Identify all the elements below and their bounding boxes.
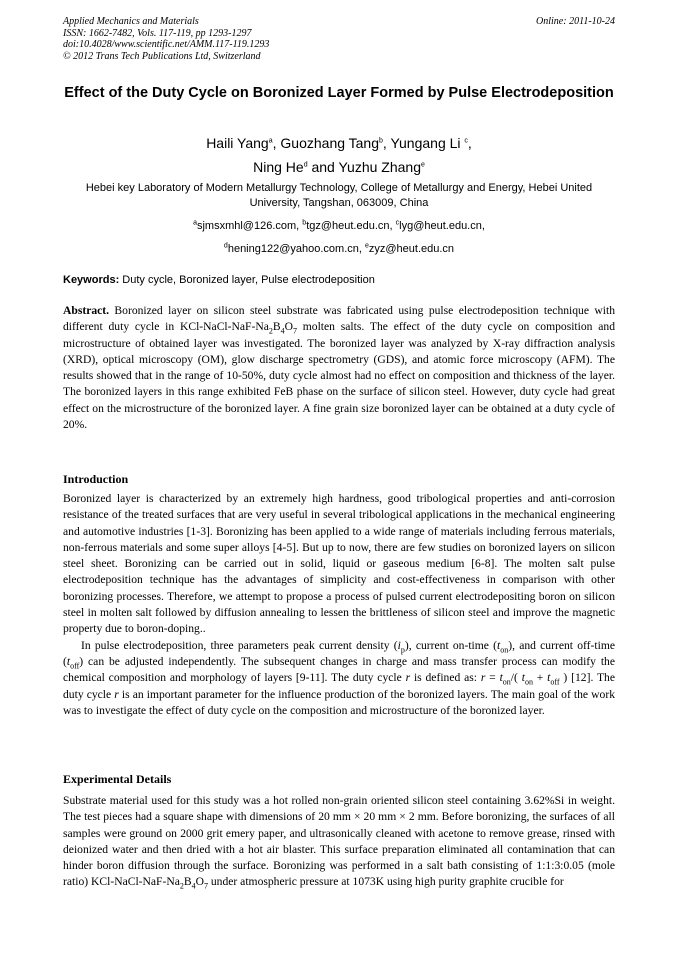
text-run: ), and current off-time ( — [63, 638, 615, 668]
abstract-text: Boronized layer on silicon steel substrate was fabricated using pulse electrodeposition technique with different duty cycle in KCl-NaCl-NaF-Na — [63, 304, 615, 334]
affiliation: Hebei key Laboratory of Modern Metallurgy Technology, College of Metallurgy and Energy, Hebei United University, Tangshan, 063009, China — [85, 182, 593, 209]
journal-header — [63, 16, 615, 62]
section-heading-introduction: Introduction — [63, 472, 129, 486]
math-var: i — [397, 638, 401, 652]
abstract-text: molten salts. The effect of the duty cycle on composition and microstructure of obtained layer was investigated. The boronized layer was analyzed by X-ray diffraction analysis (XRD), optical microscopy (OM), glow discharge spectrometry (GDS), and atomic force microscopy (AFM). The results showed that in the range of 10-50%, duty cycle almost had no effect on composition and thickness of the layer. The boronized layers in this range exhibited FeB phase on the surface of silicon steel. However, duty cycle had great effect on the microstructure of the boronized layer. A fine grain size boronized layer can be obtained at a duty cycle of 20%. — [63, 320, 616, 432]
online-date: Online: 2011-10-24 — [536, 16, 615, 27]
email-address[interactable]: tgz@heut.edu.cn, — [306, 220, 396, 232]
author-sup: a — [268, 137, 273, 145]
author-list — [63, 131, 615, 179]
email-sup: c — [395, 219, 400, 227]
subscript: on — [500, 644, 509, 654]
section-heading-experimental: Experimental Details — [63, 772, 172, 786]
email-address[interactable]: lyg@heut.edu.cn, — [399, 220, 485, 232]
subscript: 7 — [292, 326, 297, 336]
text-run: ) [12]. The duty cycle — [63, 671, 615, 701]
abstract-text: B — [272, 320, 281, 334]
keywords-text: Duty cycle, Boronized layer, Pulse electrodeposition — [119, 274, 375, 286]
paragraph — [63, 638, 615, 719]
email-sup: a — [193, 219, 197, 227]
author-sep: , — [467, 135, 472, 151]
subscript: 4 — [191, 881, 196, 891]
introduction-section — [63, 491, 615, 719]
author-name: Ning He — [253, 159, 304, 175]
subscript: 4 — [280, 326, 285, 336]
author-sup: e — [421, 161, 425, 169]
email-sup: d — [223, 242, 228, 250]
author-name: Yungang Li — [390, 135, 461, 151]
author-sup: d — [303, 161, 308, 169]
issn-line: ISSN: 1662-7482, Vols. 117-119, pp 1293-1297 — [63, 27, 252, 39]
subscript: off — [550, 677, 560, 687]
author-sup: b — [379, 137, 383, 145]
author-name: Guozhang Tang — [280, 135, 380, 151]
math-var: t — [497, 638, 501, 652]
text-run: is an important parameter for the influence production of the boronized layers. The main goal of the work was to investigate the effect of duty cycle on the composition and microstructure of the boronized layer. — [63, 687, 615, 717]
math-var: t — [547, 671, 551, 685]
subscript: on — [524, 677, 533, 687]
email-sup: e — [364, 242, 369, 250]
keywords — [63, 274, 615, 286]
email-list — [63, 215, 615, 261]
math-var: r — [405, 671, 411, 685]
author-name: Yuzhu Zhang — [338, 159, 421, 175]
math-var: r — [480, 671, 486, 685]
text-run: ) can be adjusted independently. The subsequent changes in charge and mass transfer process can modify the chemical composition and morphology of layers [9-11]. The duty cycle — [63, 654, 615, 685]
author-sep: , — [272, 135, 281, 151]
email-address[interactable]: hening122@yahoo.com.cn, — [227, 243, 365, 255]
email-line — [63, 238, 615, 261]
subscript: 2 — [179, 881, 184, 891]
math-var: t — [66, 654, 71, 668]
subscript: off — [70, 661, 80, 671]
subscript: on — [502, 677, 511, 687]
text-run: ), current on-time ( — [404, 638, 498, 652]
experimental-section — [63, 793, 615, 891]
text-run: = — [485, 671, 500, 685]
text-run: + — [532, 671, 548, 685]
email-sup: b — [302, 219, 307, 227]
paper-title: Effect of the Duty Cycle on Boronized Layer Formed by Pulse Electrodeposition — [64, 85, 614, 101]
abstract-text: O — [284, 320, 293, 334]
math-var: t — [521, 671, 525, 685]
text-run: In pulse electrodeposition, three parameters peak current density ( — [81, 638, 398, 652]
keywords-label: Keywords: — [63, 274, 120, 286]
author-name: Haili Yang — [206, 135, 269, 151]
subscript: 7 — [203, 881, 208, 891]
doi-line: doi:10.4028/www.scientific.net/AMM.117-119.1293 — [63, 39, 270, 50]
math-var: r — [114, 687, 119, 701]
abstract-label: Abstract. — [63, 304, 110, 317]
subscript: 2 — [268, 326, 273, 336]
email-line — [63, 215, 615, 238]
copyright-line: © 2012 Trans Tech Publications Ltd, Switzerland — [63, 50, 261, 62]
author-sup: c — [464, 137, 468, 145]
email-address[interactable]: zyz@heut.edu.cn — [368, 243, 455, 255]
subscript: p — [400, 644, 405, 654]
journal-name: Applied Mechanics and Materials — [63, 16, 199, 27]
text-run: is defined as: — [410, 671, 481, 685]
author-sep: and — [307, 159, 339, 175]
math-var: t — [499, 671, 503, 685]
text-run: /( — [510, 671, 522, 685]
text-run: B — [183, 875, 192, 889]
text-run: Substrate material used for this study was a hot rolled non-grain oriented silicon steel containing 3.62%Si in weight. The test pieces had a square shape with dimensions of 20 mm × 20 mm × 2 mm. Before boronizing, the surfaces of all samples were ground on 2000 grit emery paper, and ultrasonically cleaned with acetone to remove grease, rinsed with deionized water and then dried with a hot air blaster. This surface preparation eliminated all contamination that can hinder boron diffusion through the surface. Boronizing was performed in a salt bath consisting of 1:1:3:0.05 (mole ratio) KCl-NaCl-NaF-Na — [63, 794, 615, 889]
paragraph: Boronized layer is characterized by an extremely high hardness, good tribological properties and anti-corrosion resistance of the treated surfaces that are very useful in several tribological applications in the mechanical engineering and automotive industries [1-3]. Boronizing has been applied to a wide range of materials including ferrous materials, non-ferrous materials and some super alloys [4-5]. But up to now, there are few studies on boronized layers on silicon steel sheet. Boronizing can be carried out in solid, liquid or gaseous medium [6-8]. The molten salt pulse electrodeposition technique has the advantages of simplicity and cost-effectiveness in comparison with other boronizing processes. Therefore, we attempt to propose a process of pulsed current electrodepositing boron on silicon steel in molten salt followed by diffusion annealing to lessen the brittleness of silicon steel and improve the magnetic property due to boron-doping.. — [63, 492, 615, 636]
text-run: O — [195, 875, 204, 889]
text-run: under atmospheric pressure at 1073K using high purity graphite crucible for — [207, 875, 564, 889]
email-address[interactable]: sjmsxmhl@126.com, — [196, 220, 303, 232]
abstract — [63, 303, 615, 433]
author-sep: , — [382, 135, 391, 151]
